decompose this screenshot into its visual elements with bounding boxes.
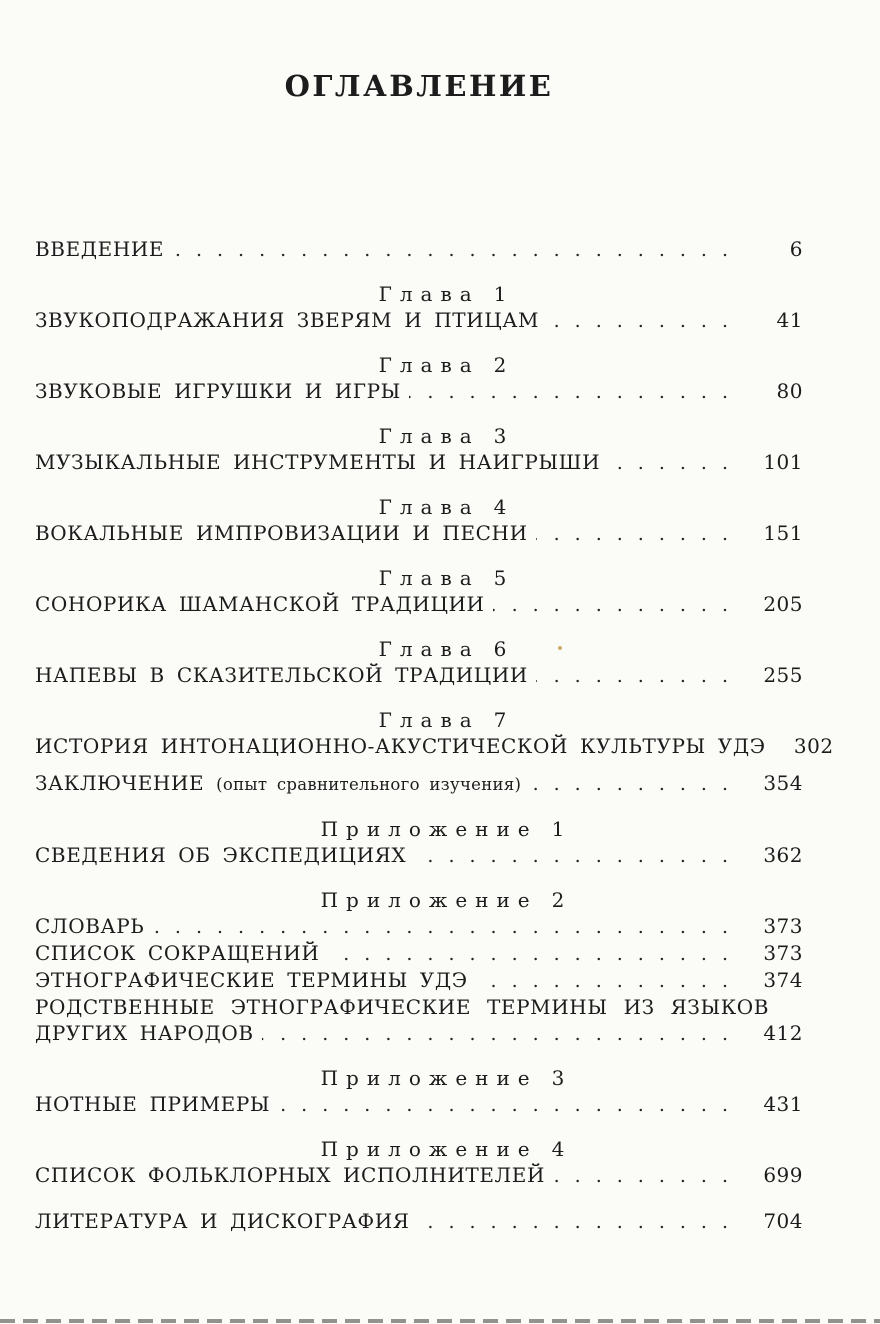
toc-entry-label: НАПЕВЫ В СКАЗИТЕЛЬСКОЙ ТРАДИЦИИ <box>35 663 528 687</box>
dot-leader <box>327 941 743 967</box>
appendix-heading-word: Приложение <box>320 1137 538 1161</box>
chapter-heading <box>35 707 851 733</box>
toc-entry-page: 699 <box>763 1163 803 1187</box>
toc-entry-page: 6 <box>789 237 803 261</box>
chapter-heading <box>35 494 851 520</box>
toc-entry-label: ВВЕДЕНИЕ <box>35 237 165 261</box>
toc-entry-page: 412 <box>763 1021 803 1045</box>
toc-entry <box>35 1091 803 1118</box>
toc-entry <box>35 940 803 967</box>
appendix-heading-word: Приложение <box>320 888 538 912</box>
toc-entry <box>35 378 803 405</box>
toc-entry-page: 704 <box>763 1209 803 1233</box>
chapter-heading-word: Глава <box>378 566 480 590</box>
chapter-heading <box>35 281 851 307</box>
chapter-heading-word: Глава <box>378 353 480 377</box>
chapter-heading-word: Глава <box>378 495 480 519</box>
dot-leader <box>529 771 743 797</box>
scan-speck-artifact <box>558 646 562 650</box>
toc-entry <box>35 520 803 547</box>
appendix-heading-number: 3 <box>551 1066 566 1090</box>
chapter-heading-number: 7 <box>493 708 508 732</box>
chapter-heading-word: Глава <box>378 282 480 306</box>
toc-entry-line-2 <box>35 1020 803 1047</box>
toc-entry <box>35 236 803 263</box>
toc-entry <box>35 1162 803 1189</box>
chapter-heading <box>35 565 851 591</box>
toc-entry-page: 373 <box>763 914 803 938</box>
dot-leader <box>172 237 743 263</box>
dot-leader <box>536 663 743 689</box>
page-title: ОГЛАВЛЕНИЕ <box>284 69 554 103</box>
text-block <box>35 0 834 1235</box>
chapter-heading-word: Глава <box>378 424 480 448</box>
toc-entry-label <box>35 770 521 798</box>
toc-entry-label: ВОКАЛЬНЫЕ ИМПРОВИЗАЦИИ И ПЕСНИ <box>35 521 528 545</box>
appendix-heading <box>35 816 851 842</box>
dot-leader <box>493 592 743 618</box>
toc-entry-page: 431 <box>763 1092 803 1116</box>
toc-entry-label: СПИСОК СОКРАЩЕНИЙ <box>35 941 320 965</box>
toc-entry-page: 80 <box>776 379 803 403</box>
appendix-heading <box>35 887 851 913</box>
appendix-heading-word: Приложение <box>320 817 538 841</box>
chapter-heading <box>35 423 851 449</box>
toc-entry <box>35 662 803 689</box>
toc-entry <box>35 1208 803 1235</box>
chapter-heading-number: 2 <box>493 353 508 377</box>
toc-entry-page: 354 <box>763 771 803 795</box>
chapter-heading <box>35 636 851 662</box>
appendix-heading-word: Приложение <box>320 1066 538 1090</box>
chapter-heading-number: 4 <box>493 495 508 519</box>
toc-entry-main-label: ЗАКЛЮЧЕНИЕ <box>35 771 205 795</box>
appendix-heading-number: 2 <box>551 888 566 912</box>
toc-entry-label: МУЗЫКАЛЬНЫЕ ИНСТРУМЕНТЫ И НАИГРЫШИ <box>35 450 601 474</box>
toc-entry-label: ДРУГИХ НАРОДОВ <box>35 1021 254 1045</box>
toc-entry-label: РОДСТВЕННЫЕ ЭТНОГРАФИЧЕСКИЕ ТЕРМИНЫ ИЗ ЯЗЫКОВ <box>35 995 770 1019</box>
chapter-heading-number: 3 <box>493 424 508 448</box>
toc-entry-label: СПИСОК ФОЛЬКЛОРНЫХ ИСПОЛНИТЕЛЕЙ <box>35 1163 546 1187</box>
toc-entry-label: СОНОРИКА ШАМАНСКОЙ ТРАДИЦИИ <box>35 592 485 616</box>
toc-entry-page: 41 <box>776 308 803 332</box>
dot-leader <box>278 1092 743 1118</box>
toc-entry-label: НОТНЫЕ ПРИМЕРЫ <box>35 1092 271 1116</box>
toc-entry-page: 302 <box>793 734 834 758</box>
toc-entry-line-1 <box>35 994 803 1020</box>
toc-entry <box>35 913 803 940</box>
chapter-heading-number: 1 <box>493 282 508 306</box>
toc-entry-page: 255 <box>763 663 803 687</box>
chapter-heading-number: 6 <box>493 637 508 661</box>
toc-entry-label: ЭТНОГРАФИЧЕСКИЕ ТЕРМИНЫ УДЭ <box>35 968 468 992</box>
appendix-heading-number: 4 <box>551 1137 566 1161</box>
chapter-heading-number: 5 <box>493 566 508 590</box>
toc-entry <box>35 733 834 759</box>
dot-leader <box>553 1163 743 1189</box>
dot-leader <box>536 521 743 547</box>
toc-entry <box>35 967 803 994</box>
toc-entry-page: 362 <box>763 843 803 867</box>
chapter-heading-word: Глава <box>378 637 480 661</box>
dot-leader <box>414 843 743 869</box>
dot-leader <box>608 450 743 476</box>
toc-entry <box>35 842 803 869</box>
toc-entry-page: 374 <box>763 968 803 992</box>
toc-entry-page: 373 <box>763 941 803 965</box>
dot-leader <box>262 1021 743 1047</box>
chapter-heading-word: Глава <box>378 708 480 732</box>
dot-leader <box>152 914 743 940</box>
toc-entry-note: (опыт сравнительного изучения) <box>216 775 522 794</box>
toc-entry <box>35 307 803 334</box>
dot-leader <box>418 1209 743 1235</box>
dot-leader <box>409 379 743 405</box>
page-bottom-edge-artifact <box>0 1319 880 1323</box>
toc-entry <box>35 449 803 476</box>
toc-entry-label: СВЕДЕНИЯ ОБ ЭКСПЕДИЦИЯХ <box>35 843 407 867</box>
toc-entry-label: ЗВУКОВЫЕ ИГРУШКИ И ИГРЫ <box>35 379 401 403</box>
appendix-heading-number: 1 <box>551 817 566 841</box>
toc-entry-page: 205 <box>763 592 803 616</box>
appendix-heading <box>35 1065 851 1091</box>
toc-entry-label: ИСТОРИЯ ИНТОНАЦИОННО-АКУСТИЧЕСКОЙ КУЛЬТУРЫ УДЭ <box>35 734 766 758</box>
toc-entry-page: 101 <box>763 450 803 474</box>
toc-entry <box>35 591 803 618</box>
toc-entry-page: 151 <box>763 521 803 545</box>
chapter-heading <box>35 352 851 378</box>
toc-entry-label: ЛИТЕРАТУРА И ДИСКОГРАФИЯ <box>35 1209 410 1233</box>
appendix-heading <box>35 1136 851 1162</box>
dot-leader <box>476 968 743 994</box>
toc-entry <box>35 770 803 798</box>
dot-leader <box>547 308 743 334</box>
toc-entry-label: СЛОВАРЬ <box>35 914 145 938</box>
toc-entry-label: ЗВУКОПОДРАЖАНИЯ ЗВЕРЯМ И ПТИЦАМ <box>35 308 540 332</box>
